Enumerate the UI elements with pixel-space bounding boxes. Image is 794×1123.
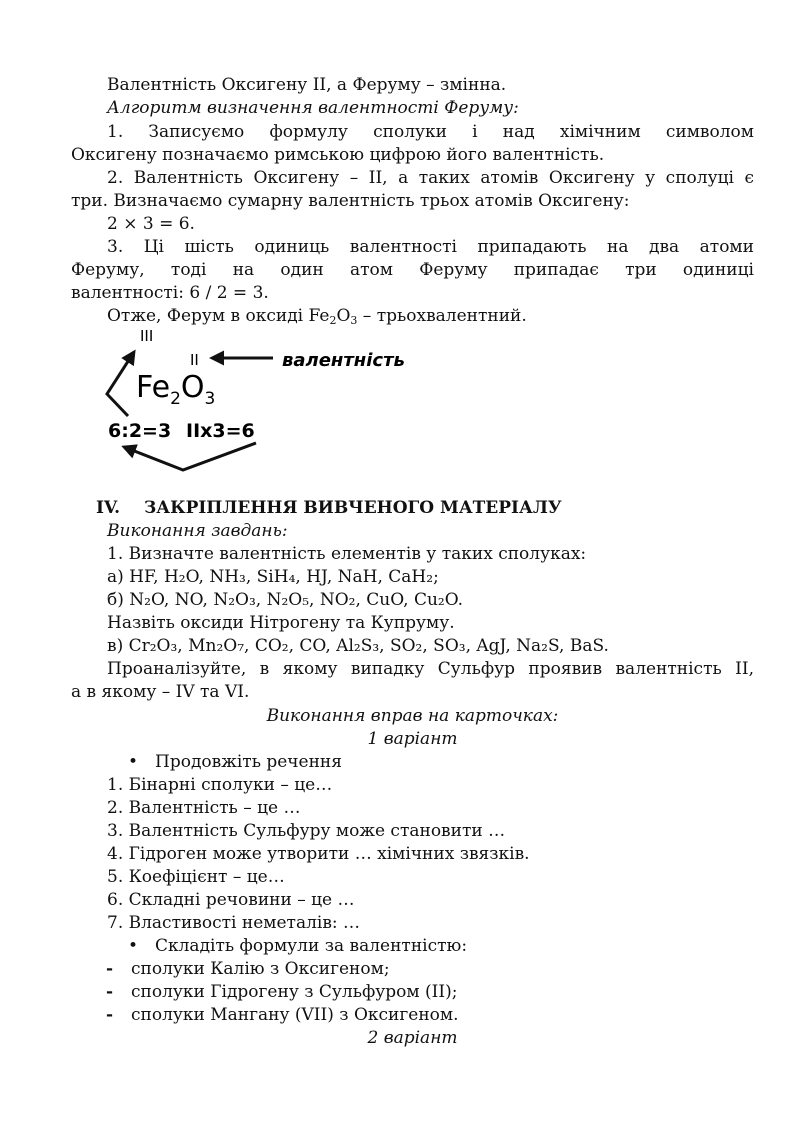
formula-sub2: 3: [204, 389, 216, 409]
dash-marker: -: [106, 1005, 114, 1025]
conclusion-pre: Отже, Ферум в оксиді Fe: [107, 306, 330, 326]
formula-o: O: [180, 370, 205, 405]
step3-line1: 3. Ці шість одиниць валентності припадають на два атоми: [107, 237, 754, 257]
step3-line2: Феруму, тоді на один атом Феруму припадає три одиниці: [71, 260, 754, 280]
task1-a: а) HF, H₂O, NH₃, SiH₄, HJ, NaH, CaH₂;: [107, 567, 439, 587]
fe-valence-label: III: [140, 327, 154, 345]
cards-title: Виконання вправ на карточках:: [266, 706, 559, 726]
list-item: 3. Валентність Сульфуру може становити …: [107, 821, 506, 841]
o-valence-label: II: [190, 351, 199, 369]
formula-text: [136, 370, 215, 409]
section-title: ЗАКРІПЛЕННЯ ВИВЧЕНОГО МАТЕРІАЛУ: [144, 498, 562, 518]
task1-b: б) N₂O, NO, N₂O₃, N₂O₅, NO₂, CuO, Cu₂O.: [107, 590, 464, 610]
variant1-title: 1 варіант: [367, 729, 458, 749]
dash-marker: -: [106, 959, 114, 979]
fe-valence-arrow: [107, 352, 134, 416]
conclusion-sub2: 3: [350, 314, 358, 327]
calc-right-label: IIx3=6: [186, 420, 255, 442]
dash-item: сполуки Калію з Оксигеном;: [131, 959, 390, 979]
step1-line1: 1. Записуємо формулу сполуки і над хімічним символом: [107, 122, 754, 142]
dash-item: сполуки Мангану (VII) з Оксигеном.: [131, 1005, 459, 1025]
bullet2-text: Складіть формули за валентністю:: [155, 936, 468, 956]
conclusion-post: – трьохвалентний.: [357, 306, 527, 326]
valence-diagram: [100, 325, 460, 485]
analysis-line1: Проаналізуйте, в якому випадку Сульфур проявив валентність II,: [107, 659, 754, 679]
calc-left-label: 6:2=3: [108, 420, 172, 442]
section-number: IV.: [96, 498, 121, 518]
list-item: 6. Складні речовини – це …: [107, 890, 355, 910]
list-item: 1. Бінарні сполуки – це…: [107, 775, 333, 795]
bullet-dot-icon: •: [128, 752, 139, 772]
algorithm-title: Алгоритм визначення валентності Феруму:: [107, 98, 519, 118]
conclusion-sub1: 2: [329, 314, 337, 327]
dash-marker: -: [106, 982, 114, 1002]
formula-fe: Fe: [136, 370, 171, 405]
calc-line: 2 × 3 = 6.: [107, 214, 195, 234]
dash-item: сполуки Гідрогену з Сульфуром (II);: [131, 982, 458, 1002]
list-item: 7. Властивості неметалів: …: [107, 913, 361, 933]
step1-line2: Оксигену позначаємо римською цифрою його валентність.: [71, 145, 605, 165]
conclusion-mid: O: [336, 306, 351, 326]
bullet-dot-icon: •: [128, 936, 139, 956]
task1-note: Назвіть оксиди Нітрогену та Купруму.: [107, 613, 455, 633]
valence-arrow-label: валентність: [282, 350, 405, 371]
list-item: 5. Коефіцієнт – це…: [107, 867, 285, 887]
conclusion-line: [107, 305, 527, 327]
list-item: 2. Валентність – це …: [107, 798, 301, 818]
formula-sub1: 2: [170, 389, 181, 409]
analysis-line2: а в якому – IV та VI.: [71, 682, 250, 702]
variant2-title: 2 варіант: [367, 1028, 458, 1048]
transfer-arrow: [124, 443, 256, 470]
section-heading: [96, 497, 562, 519]
step2-line2: три. Визначаємо сумарну валентність трьох атомів Оксигену:: [71, 191, 630, 211]
valence-statement: Валентність Оксигену II, а Феруму – змінна.: [107, 75, 507, 95]
step2-line1: 2. Валентність Оксигену – II, а таких атомів Оксигену у сполуці є: [107, 168, 754, 188]
step3-line3: валентності: 6 / 2 = 3.: [71, 283, 269, 303]
task1: 1. Визначте валентність елементів у таких сполуках:: [107, 544, 587, 564]
task1-c: в) Cr₂O₃, Mn₂O₇, CO₂, CO, Al₂S₃, SO₂, SO₃, AgJ, Na₂S, BaS.: [107, 636, 609, 656]
list-item: 4. Гідроген може утворити … хімічних звязків.: [107, 844, 530, 864]
bullet1-text: Продовжіть речення: [155, 752, 342, 772]
tasks-title: Виконання завдань:: [107, 521, 288, 541]
